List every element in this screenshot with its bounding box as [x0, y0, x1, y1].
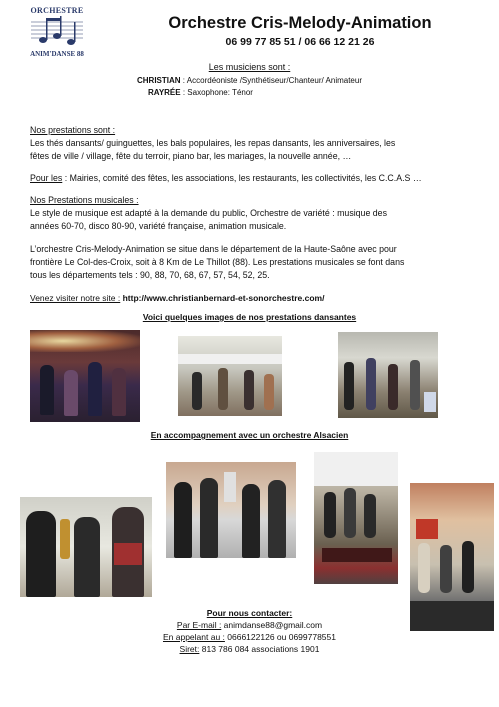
- alsace-photo-2: [166, 462, 296, 558]
- location-line-2: frontière Le Col-des-Croix, soit à 8 Km de Le Thillot (88). Les prestations musicales se font dans: [30, 257, 405, 267]
- images-heading: Voici quelques images de nos prestations dansantes: [142, 312, 357, 322]
- musicales-heading: Nos Prestations musicales :: [30, 195, 139, 205]
- musician-role: : Saxophone: Ténor: [180, 88, 253, 97]
- musician-christian: [0, 76, 499, 85]
- alsace-heading: En accompagnement avec un orchestre Alsacien: [150, 430, 349, 440]
- contact-email-line: [0, 620, 499, 630]
- page-title: Orchestre Cris-Melody-Animation: [168, 14, 432, 32]
- contact-siret-label: Siret:: [179, 644, 200, 654]
- logo-bottom-text: ANIM'DANSE 88: [30, 50, 84, 58]
- contact-heading: Pour nous contacter:: [206, 608, 293, 618]
- contact-siret-line: [0, 644, 499, 654]
- contact-phone: 0666122126 ou 0699778551: [224, 632, 336, 642]
- alsace-photo-1: [20, 497, 152, 597]
- musician-name: RAYRÉE: [148, 88, 181, 97]
- location-line-3: tous les départements tels : 90, 88, 70, 68, 67, 57, 54, 52, 25.: [30, 270, 270, 280]
- clients-line: [30, 172, 475, 185]
- clients-label: Pour les: [30, 173, 63, 183]
- dance-photo-1: [30, 330, 140, 422]
- musician-name: CHRISTIAN: [137, 76, 181, 85]
- contact-email[interactable]: animdanse88@gmail.com: [221, 620, 323, 630]
- header-phones: 06 99 77 85 51 / 06 66 12 21 26: [225, 36, 375, 48]
- dance-photo-3: [338, 332, 438, 418]
- website-label: Venez visiter notre site :: [30, 293, 121, 303]
- website-line: [30, 292, 475, 305]
- contact-phone-line: [0, 632, 499, 642]
- alsace-photo-3: [314, 452, 398, 584]
- logo-top-text: ORCHESTRE: [30, 6, 84, 15]
- contact-siret: 813 786 084 associations 1901: [199, 644, 320, 654]
- orchestra-logo: [27, 6, 87, 58]
- musician-rayree: [148, 88, 253, 97]
- prestations-line-1: Les thés dansants/ guinguettes, les bals populaires, les repas dansants, les anniversaires, les: [30, 138, 396, 148]
- musicales-line-1: Le style de musique est adapté à la demande du public, Orchestre de variété : musique des: [30, 208, 387, 218]
- contact-phone-label: En appelant au :: [162, 632, 225, 642]
- location-line-1: L’orchestre Cris-Melody-Animation se situe dans le département de la Haute-Saône avec pour: [30, 244, 397, 254]
- musicales-line-2: années 60-70, disco 80-90, variété française, animation musicale.: [30, 221, 287, 231]
- musician-role: : Accordéoniste /Synthétiseur/Chanteur/ Animateur: [180, 76, 362, 85]
- website-link[interactable]: http://www.christianbernard-et-sonorchestre.com/: [120, 293, 325, 303]
- dance-photo-2: [178, 336, 282, 416]
- contact-email-label: Par E-mail :: [176, 620, 222, 630]
- musicians-heading: Les musiciens sont :: [208, 62, 291, 72]
- clients-text: : Mairies, comité des fêtes, les associations, les restaurants, les collectivités, les C.C.A.S …: [62, 173, 422, 183]
- prestations-line-2: fêtes de ville / village, fête du terroir, piano bar, les mariages, la nouvelle année, …: [30, 151, 352, 161]
- prestations-heading: Nos prestations sont :: [30, 125, 116, 135]
